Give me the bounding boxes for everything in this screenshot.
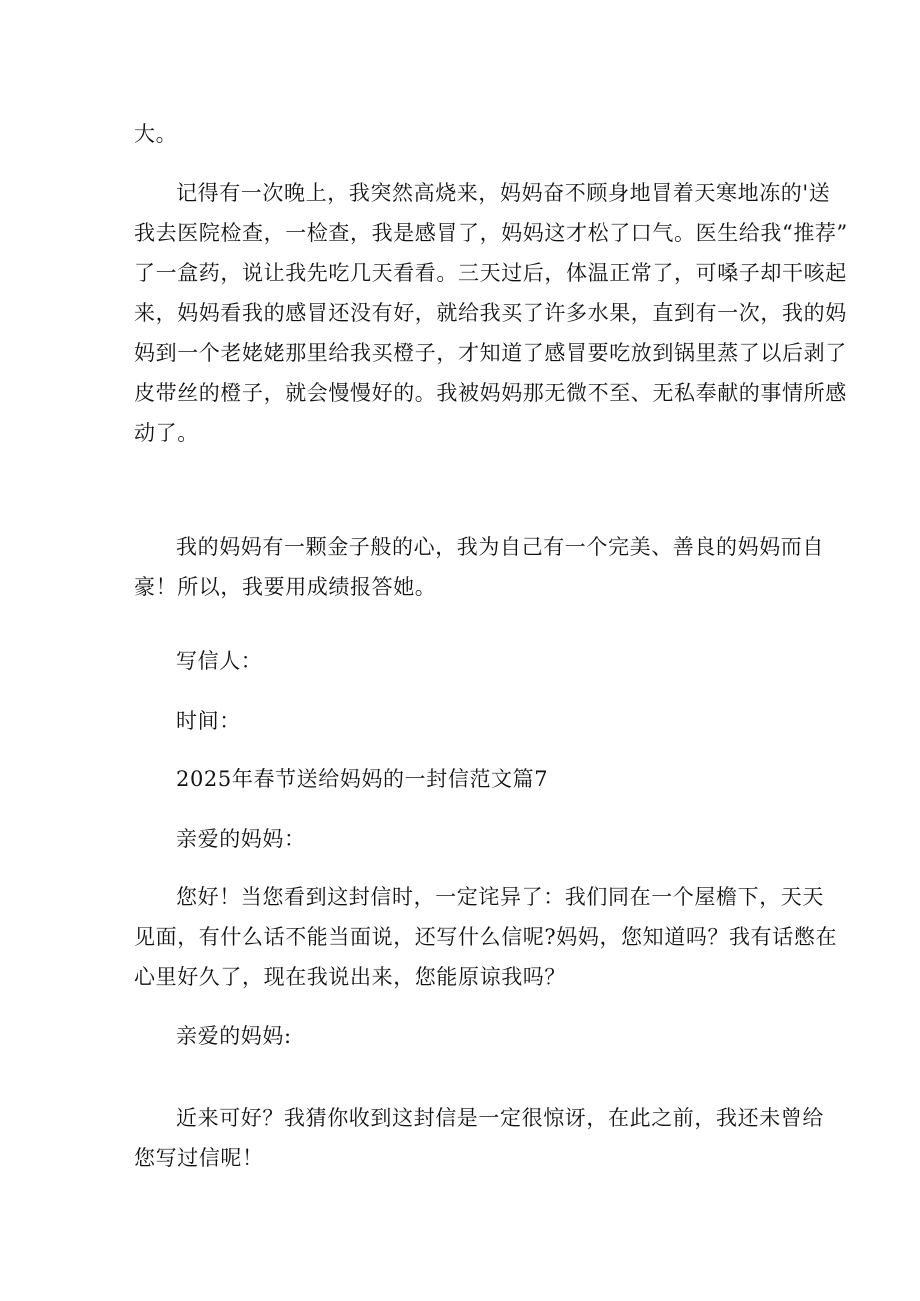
text-line: 亲爱的妈妈： bbox=[176, 827, 306, 851]
text-line: 您好！当您看到这封信时，一定诧异了：我们同在一个屋檐下，天天 bbox=[176, 885, 824, 909]
text-line: 我去医院检查，一检查，我是感冒了，妈妈这才松了口气。医生给我“推荐” bbox=[134, 221, 848, 245]
time-line bbox=[134, 701, 786, 741]
section-heading bbox=[134, 759, 786, 799]
text-line: 写信人： bbox=[176, 649, 263, 673]
text-line: 时间： bbox=[176, 709, 241, 733]
paragraph-hello bbox=[134, 877, 838, 997]
greeting-2 bbox=[134, 1016, 786, 1056]
text-line: 见面，有什么话不能当面说，还写什么信呢?妈妈，您知道吗？我有话憋在 bbox=[134, 925, 838, 949]
text-line: 我的妈妈有一颗金子般的心，我为自己有一个完美、善良的妈妈而自 bbox=[176, 535, 824, 559]
text-line: 记得有一次晚上，我突然高烧来，妈妈奋不顾身地冒着天寒地冻的'送 bbox=[176, 181, 831, 205]
text-line: 动了。 bbox=[134, 421, 199, 445]
paragraph-golden-heart bbox=[134, 527, 824, 607]
text-line: 大。 bbox=[134, 122, 178, 146]
text-line: 心里好久了，现在我说出来，您能原谅我吗？ bbox=[134, 965, 566, 989]
text-line: 2025年春节送给妈妈的一封信范文篇7 bbox=[176, 767, 549, 791]
paragraph-continuation bbox=[134, 114, 786, 154]
writer-line bbox=[134, 641, 786, 681]
paragraph-recent bbox=[134, 1098, 824, 1178]
text-line: 您写过信呢！ bbox=[134, 1146, 264, 1170]
paragraph-fever-story bbox=[134, 173, 848, 453]
text-line: 亲爱的妈妈: bbox=[176, 1024, 292, 1048]
text-line: 近来可好？我猜你收到这封信是一定很惊讶，在此之前，我还未曾给 bbox=[176, 1106, 824, 1130]
text-line: 皮带丝的橙子，就会慢慢好的。我被妈妈那无微不至、无私奉献的事情所感 bbox=[134, 381, 847, 405]
greeting-1 bbox=[134, 819, 786, 859]
text-line: 妈到一个老姥姥那里给我买橙子，才知道了感冒要吃放到锅里蒸了以后剥了 bbox=[134, 341, 847, 365]
text-line: 来，妈妈看我的感冒还没有好，就给我买了许多水果，直到有一次，我的妈 bbox=[134, 301, 847, 325]
text-line: 了一盒药，说让我先吃几天看看。三天过后，体温正常了，可嗓子却干咳起 bbox=[134, 261, 847, 285]
text-line: 豪！所以，我要用成绩报答她。 bbox=[134, 575, 437, 599]
